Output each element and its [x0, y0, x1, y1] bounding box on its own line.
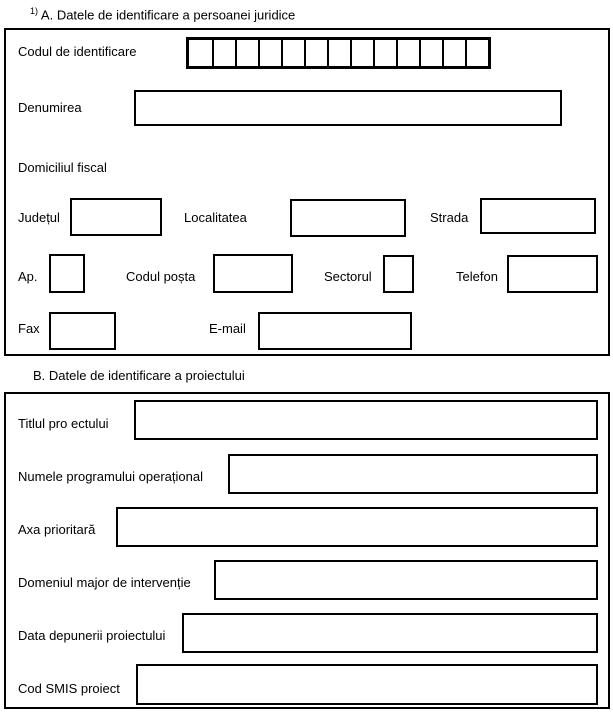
localitatea-label: Localitatea — [184, 210, 247, 225]
domeniul-major-label: Domeniul major de intervenție — [18, 575, 191, 590]
domiciliul-fiscal-label: Domiciliul fiscal — [18, 160, 107, 175]
code-grid-cell[interactable] — [235, 40, 258, 66]
fax-label: Fax — [18, 321, 40, 336]
code-grid-cell[interactable] — [304, 40, 327, 66]
telefon-field[interactable] — [507, 255, 598, 293]
sectorul-label: Sectorul — [324, 269, 372, 284]
section-a-title — [30, 4, 295, 22]
denumirea-label: Denumirea — [18, 100, 82, 115]
code-grid-cell[interactable] — [327, 40, 350, 66]
email-label: E-mail — [209, 321, 246, 336]
titlul-proiectului-label: Titlul pro ectului — [18, 416, 109, 431]
judetul-label: Județul — [18, 210, 60, 225]
section-b-title-text: B. Datele de identificare a proiectului — [33, 368, 245, 383]
numele-programului-label: Numele programului operațional — [18, 469, 203, 484]
email-field[interactable] — [258, 312, 412, 350]
code-grid-cell[interactable] — [396, 40, 419, 66]
cod-smis-label: Cod SMIS proiect — [18, 681, 120, 696]
domeniul-major-field[interactable] — [214, 560, 598, 600]
section-a-title-text: A. Datele de identificare a persoanei juridice — [40, 7, 296, 23]
code-grid-cell[interactable] — [442, 40, 465, 66]
judetul-field[interactable] — [70, 198, 162, 236]
code-grid-cell[interactable] — [465, 40, 488, 66]
section-b-title — [33, 368, 245, 383]
code-grid-cell[interactable] — [281, 40, 304, 66]
section-a-panel — [4, 28, 610, 356]
code-grid-cell[interactable] — [258, 40, 281, 66]
axa-prioritara-label: Axa prioritară — [18, 522, 96, 537]
data-depunerii-field[interactable] — [182, 613, 598, 653]
denumirea-field[interactable] — [134, 90, 562, 126]
codul-postal-field[interactable] — [213, 254, 293, 293]
code-grid-cell[interactable] — [419, 40, 442, 66]
telefon-label: Telefon — [456, 269, 498, 284]
section-b-panel — [4, 392, 610, 709]
localitatea-field[interactable] — [290, 199, 406, 237]
code-grid-cell[interactable] — [373, 40, 396, 66]
footnote-marker: 1) — [30, 6, 39, 16]
data-depunerii-label: Data depunerii proiectului — [18, 628, 166, 643]
code-grid-cell[interactable] — [212, 40, 235, 66]
cod-identificare-label: Codul de identificare — [18, 44, 137, 59]
code-grid-cell[interactable] — [189, 40, 212, 66]
axa-prioritara-field[interactable] — [116, 507, 598, 547]
ap-field[interactable] — [49, 254, 85, 293]
ap-label: Ap. — [18, 269, 38, 284]
titlul-proiectului-field[interactable] — [134, 400, 598, 440]
cod-smis-field[interactable] — [136, 664, 598, 705]
strada-field[interactable] — [480, 198, 596, 234]
sectorul-field[interactable] — [383, 255, 414, 293]
code-grid-cell[interactable] — [350, 40, 373, 66]
codul-postal-label: Codul poșta — [126, 269, 196, 284]
numele-programului-field[interactable] — [228, 454, 598, 494]
strada-label: Strada — [430, 210, 469, 225]
cod-identificare-grid — [186, 37, 491, 69]
fax-field[interactable] — [49, 312, 116, 350]
